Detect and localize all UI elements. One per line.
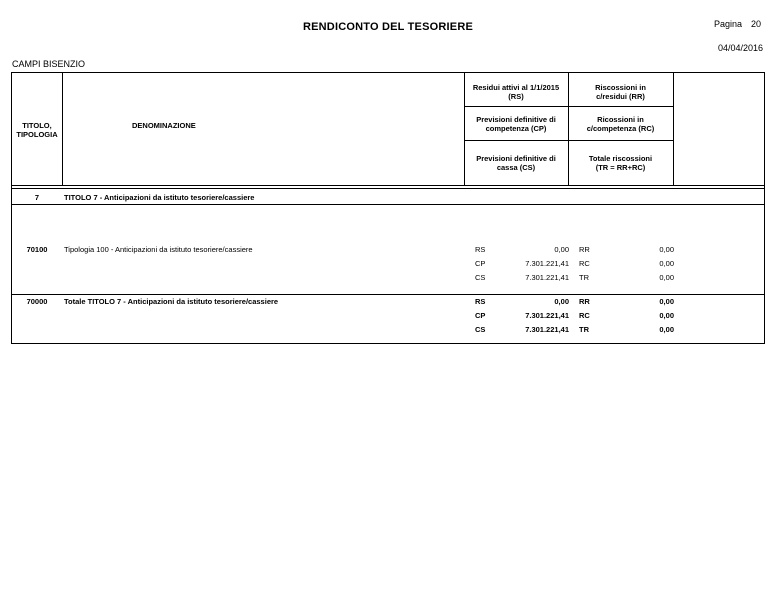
divider [12, 294, 764, 295]
row-key: CS [475, 325, 486, 334]
divider [464, 106, 673, 107]
row-value: 0,00 [659, 325, 674, 334]
header-titolo-tipologia: TITOLO, TIPOLOGIA [16, 121, 58, 139]
row-key: RC [579, 311, 590, 320]
divider [12, 204, 764, 205]
row-key: RR [579, 297, 590, 306]
titolo-label: TITOLO 7 - Anticipazioni da istituto tesoriere/cassiere [64, 193, 255, 202]
row-code: 70100 [26, 245, 48, 254]
row-value: 7.301.221,41 [525, 273, 569, 282]
header-previsioni-competenza: Previsioni definitive di competenza (CP) [476, 115, 556, 133]
row-key: CS [475, 273, 486, 282]
row-value: 0,00 [554, 297, 569, 306]
header-residui-attivi: Residui attivi al 1/1/2015 (RS) [472, 83, 560, 101]
report-table [11, 72, 765, 344]
row-code: 70000 [26, 297, 48, 306]
row-value: 7.301.221,41 [525, 259, 569, 268]
header-totale-riscossioni: Totale riscossioni (TR = RR+RC) [588, 154, 653, 172]
header-riscossioni-competenza: Ricossioni in c/competenza (RC) [586, 115, 655, 133]
divider [464, 140, 673, 141]
row-key: CP [475, 311, 486, 320]
page-label: Pagina [714, 19, 743, 29]
row-key: RR [579, 245, 590, 254]
row-label: Tipologia 100 - Anticipazioni da istituto tesoriere/cassiere [64, 245, 253, 254]
report-date: 04/04/2016 [717, 43, 763, 53]
row-key: CP [475, 259, 486, 268]
row-value: 0,00 [659, 259, 674, 268]
row-label: Totale TITOLO 7 - Anticipazioni da istituto tesoriere/cassiere [64, 297, 279, 306]
divider [62, 73, 63, 185]
row-value: 7.301.221,41 [525, 325, 569, 334]
row-key: TR [579, 325, 589, 334]
titolo-code: 7 [34, 193, 40, 202]
row-value: 0,00 [554, 245, 569, 254]
header-denominazione: DENOMINAZIONE [132, 121, 196, 130]
row-key: TR [579, 273, 589, 282]
header-riscossioni-residui: Riscossioni in c/residui (RR) [595, 83, 646, 101]
divider [12, 188, 764, 189]
row-key: RS [475, 245, 486, 254]
row-value: 0,00 [659, 297, 674, 306]
page-number: 20 [751, 19, 762, 29]
row-value: 7.301.221,41 [525, 311, 569, 320]
divider [12, 185, 764, 186]
entity-name: CAMPI BISENZIO [12, 59, 86, 69]
row-key: RS [475, 297, 486, 306]
row-value: 0,00 [659, 245, 674, 254]
row-value: 0,00 [659, 273, 674, 282]
row-value: 0,00 [659, 311, 674, 320]
row-key: RC [579, 259, 590, 268]
report-title: RENDICONTO DEL TESORIERE [302, 21, 474, 33]
header-previsioni-cassa: Previsioni definitive di cassa (CS) [476, 154, 556, 172]
divider [673, 73, 674, 185]
